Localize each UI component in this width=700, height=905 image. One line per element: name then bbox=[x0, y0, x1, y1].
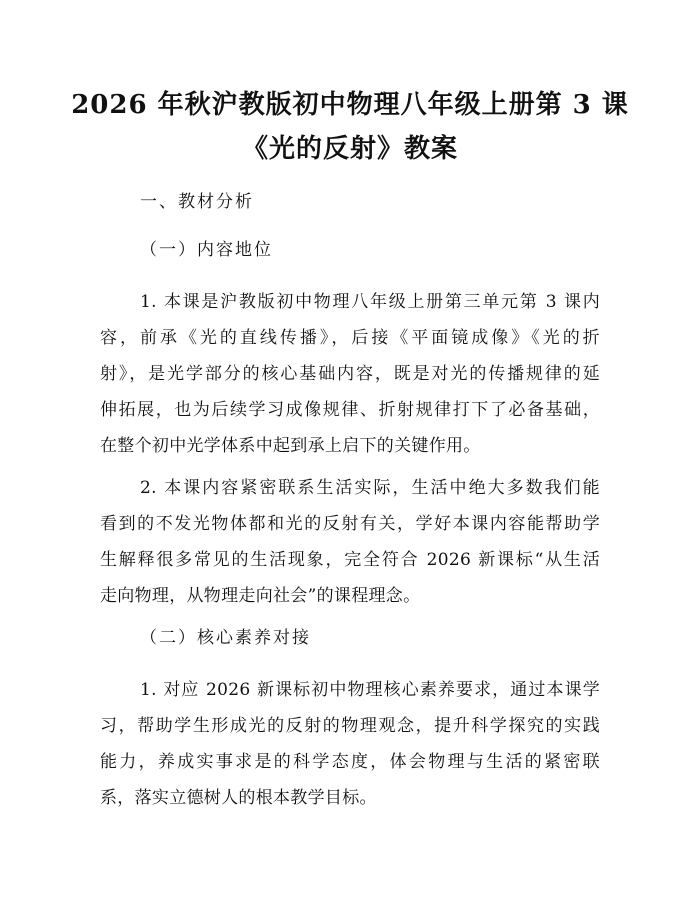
subsection-heading-content-position: （一）内容地位 bbox=[140, 240, 273, 260]
paragraph-content-position-1 bbox=[100, 284, 600, 464]
paragraph-line: 2. 本课内容紧密联系生活实际，生活中绝大多数我们能 bbox=[140, 478, 600, 498]
paragraph-line: 在整个初中光学体系中起到承上启下的关键作用。 bbox=[100, 436, 481, 456]
section-heading-teaching-material-analysis: 一、教材分析 bbox=[140, 192, 254, 212]
paragraph-line: 1. 本课是沪教版初中物理八年级上册第三单元第 3 课内 bbox=[140, 292, 600, 312]
paragraph-line: 系，落实立德树人的根本教学目标。 bbox=[100, 788, 377, 808]
paragraph-line: 伸拓展，也为后续学习成像规律、折射规律打下了必备基础， bbox=[100, 400, 600, 420]
document-title-line-2: 《光的反射》教案 bbox=[241, 134, 458, 164]
paragraph-line: 走向物理，从物理走向社会”的课程理念。 bbox=[100, 586, 421, 606]
paragraph-line: 1. 对应 2026 新课标初中物理核心素养要求，通过本课学 bbox=[140, 680, 600, 700]
paragraph-line: 能力，养成实事求是的科学态度，体会物理与生活的紧密联 bbox=[100, 752, 600, 772]
paragraph-line: 看到的不发光物体都和光的反射有关，学好本课内容能帮助学 bbox=[100, 514, 600, 534]
paragraph-line: 习，帮助学生形成光的反射的物理观念，提升科学探究的实践 bbox=[100, 716, 600, 736]
paragraph-core-literacy-1 bbox=[100, 672, 600, 816]
paragraph-line: 容，前承《光的直线传播》，后接《平面镜成像》《光的折 bbox=[100, 328, 600, 348]
subsection-heading-core-literacy: （二）核心素养对接 bbox=[140, 628, 311, 648]
paragraph-content-position-2 bbox=[100, 470, 600, 614]
paragraph-line: 生解释很多常见的生活现象，完全符合 2026 新课标“从生活 bbox=[100, 550, 600, 570]
document-title-line-1: 2026 年秋沪教版初中物理八年级上册第 3 课 bbox=[71, 90, 629, 120]
paragraph-line: 射》，是光学部分的核心基础内容，既是对光的传播规律的延 bbox=[100, 364, 600, 384]
